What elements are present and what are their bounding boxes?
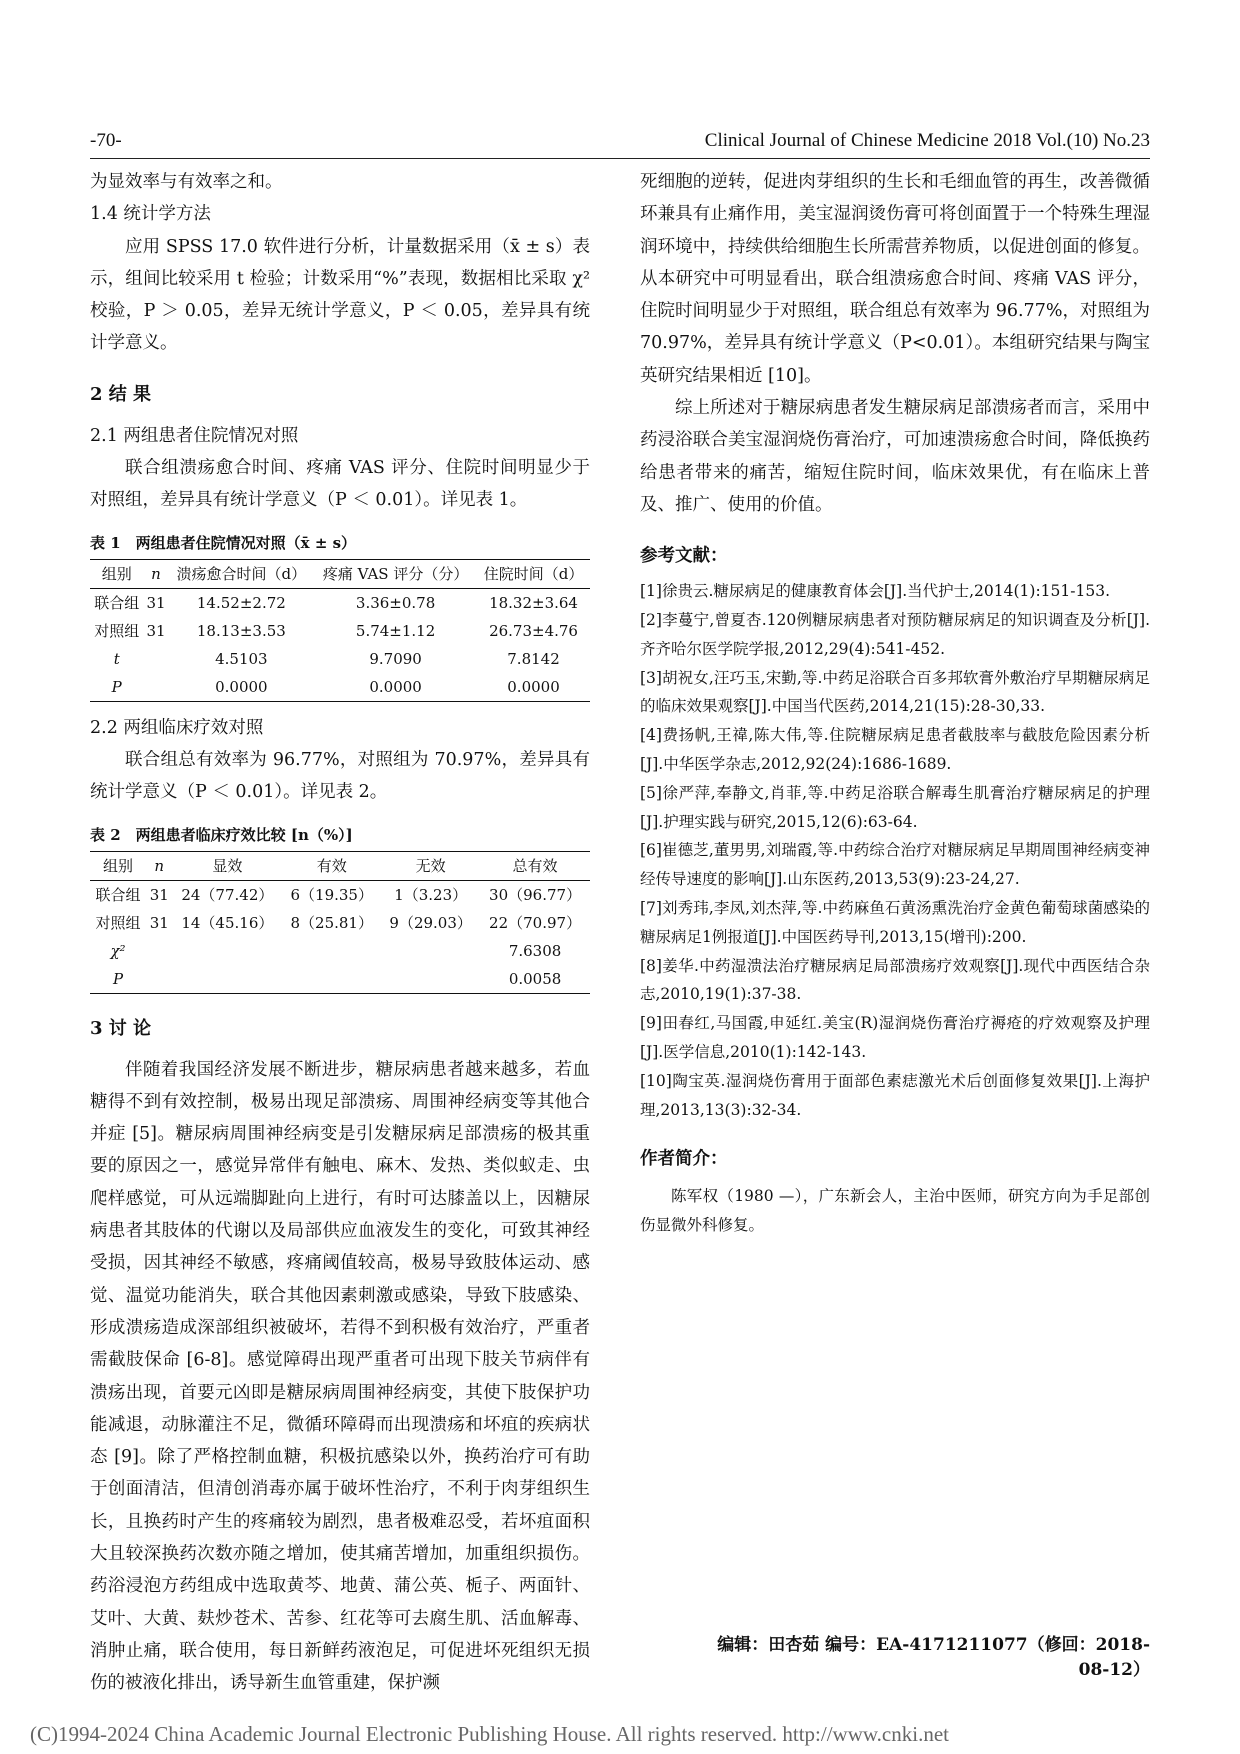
table-2 [90,851,590,994]
table-cell: 31 [146,621,166,640]
reference-item: [5]徐严萍,奉静文,肖菲,等.中药足浴联合解毒生肌膏治疗糖尿病足的护理[J].护理实践与研究,2015,12(6):63-64. [640,783,1150,831]
table-cell: 31 [149,885,169,904]
table-cell: 6（19.35） [290,886,373,905]
table-cell: 4.5103 [215,649,268,668]
table-cell [172,965,282,994]
table-row [90,965,590,994]
table-cell: 26.73±4.76 [489,621,578,640]
table-cell: 7.6308 [508,941,562,960]
table-row [90,645,590,673]
table-cell: 联合组 [94,594,140,613]
table-row [90,588,590,617]
table-cell: 0.0000 [369,677,422,696]
reference-item: [1]徐贵云.糖尿病足的健康教育体会[J].当代护士,2014(1):151-153. [640,582,1111,601]
table1-caption: 表 1 两组患者住院情况对照（x̄ ± s） [90,533,357,552]
table-cell: 对照组 [95,914,141,933]
table2-header-cell: 无效 [381,851,480,880]
table1-header-cell: 住院时间（d） [477,559,590,588]
journal-info: Clinical Journal of Chinese Medicine 2018 Vol.(10) No.23 [704,130,1150,151]
summary-paragraph: 综上所述对于糖尿病患者发生糖尿病足部溃疡者而言，采用中药浸浴联合美宝湿润烧伤膏治疗，可加速溃疡愈合时间，降低换药给患者带来的痛苦，缩短住院时间，临床效果优，有在临床上普及、推广、使用的价值。 [640,398,1150,515]
table-row [90,673,590,702]
table-cell: 对照组 [94,622,140,641]
table-cell: P [112,969,124,988]
table-cell: 31 [149,913,169,932]
table-row [90,909,590,937]
table-cell: χ² [110,941,126,960]
table-cell: 1（3.23） [394,886,468,905]
table-cell [146,965,172,994]
table1-header-cell: 疼痛 VAS 评分（分） [314,559,477,588]
reference-item: [8]姜华.中药湿溃法治疗糖尿病足局部溃疡疗效观察[J].现代中西医结合杂志,2010,19(1):37-38. [640,956,1150,1004]
stats-paragraph: 应用 SPSS 17.0 软件进行分析，计量数据采用（x̄ ± s）表示，组间比较采用 t 检验；计数采用“%”表现，数据相比采取 χ² 校验，P ＞ 0.05，差异无统计学意义，P ＜ 0.05，差异具有统计学意义。 [90,236,590,354]
section-1-4-title: 1.4 统计学方法 [90,204,211,225]
copyright-footer: (C)1994-2024 China Academic Journal Electronic Publishing House. All rights reserved. http://www.cnki.net [30,1722,949,1746]
reference-item: [4]费扬帆,王禕,陈大伟,等.住院糖尿病足患者截肢率与截肢危险因素分析[J].中华医学杂志,2012,92(24):1686-1689. [640,726,1150,774]
table-cell: 24（77.42） [181,886,274,905]
table-cell: 8（25.81） [290,914,373,933]
section-2-2-title: 2.2 两组临床疗效对照 [90,717,264,738]
reference-item: [3]胡祝女,汪巧玉,宋勤,等.中药足浴联合百多邦软膏外敷治疗早期糖尿病足的临床效果观察[J].中国当代医药,2014,21(15):28-30,33. [640,668,1150,716]
table-cell: 18.32±3.64 [489,593,578,612]
table-cell: 0.0000 [507,677,560,696]
page-header [90,124,1150,159]
right-column [640,166,1150,1240]
table1-header-cell: n [143,559,168,588]
table-cell [381,965,480,994]
section-2-title: 2 结 果 [90,383,152,405]
discussion-continued: 死细胞的逆转，促进肉芽组织的生长和毛细血管的再生，改善微循环兼具有止痛作用，美宝湿润烫伤膏可将创面置于一个特殊生理湿润环境中，持续供给细胞生长所需营养物质，以促进创面的修复。从本研究中可明显看出，联合组溃疡愈合时间、疼痛 VAS 评分，住院时间明显少于对照组，联合组总有效率为 96.77%，对照组为 70.97%，差异具有统计学意义（P<0.01）。本组研究结果与陶宝英研究结果相近 [10]。 [640,172,1150,386]
section-3-title: 3 讨 论 [90,1017,152,1039]
reference-item: [6]崔德芝,董男男,刘瑞霞,等.中药综合治疗对糖尿病足早期周围神经病变神经传导速度的影响[J].山东医药,2013,53(9):23-24,27. [640,841,1150,889]
editor-line: 编辑：田杏茹 编号：EA-4171211077（修回：2018-08-12） [717,1635,1150,1680]
table-cell: 22（70.97） [489,914,582,933]
table-cell: P [111,677,122,696]
reference-item: [9]田春红,马国霞,申延红.美宝(R)湿润烧伤膏治疗褥疮的疗效观察及护理[J].医学信息,2010(1):142-143. [640,1014,1150,1062]
table-cell: 0.0000 [215,677,268,696]
intro-text: 为显效率与有效率之和。 [90,172,283,192]
table-cell: 3.36±0.78 [355,593,436,612]
section-2-1-paragraph: 联合组溃疡愈合时间、疼痛 VAS 评分、住院时间明显少于对照组，差异具有统计学意义（P ＜ 0.01）。详见表 1。 [90,458,590,511]
table1-header-cell: 组别 [90,559,143,588]
table1-header-cell: 溃疡愈合时间（d） [169,559,315,588]
table2-header-cell: n [146,851,172,880]
table-cell: t [113,649,120,668]
references-list [640,577,1150,1124]
reference-item: [10]陶宝英.湿润烧伤膏用于面部色素痣激光术后创面修复效果[J].上海护理,2013,13(3):32-34. [640,1071,1150,1119]
table-cell [282,965,381,994]
left-column [90,166,590,1700]
table-cell: 7.8142 [507,649,560,668]
table2-caption: 表 2 两组患者临床疗效比较 [n（%）] [90,825,353,844]
table2-header-cell: 有效 [282,851,381,880]
table-1 [90,559,590,702]
table-cell [172,937,282,965]
table-row [90,617,590,645]
table-cell [381,937,480,965]
references-title: 参考文献： [640,546,728,567]
table-cell: 0.0058 [508,969,562,988]
table2-header-cell: 显效 [172,851,282,880]
section-2-1-title: 2.1 两组患者住院情况对照 [90,425,299,446]
reference-item: [7]刘秀玮,李凤,刘杰萍,等.中药麻鱼石黄汤熏洗治疗金黄色葡萄球菌感染的糖尿病足1例报道[J].中国医药导刊,2013,15(增刊):200. [640,899,1150,946]
table-row [90,937,590,965]
page-number: -70- [90,130,122,151]
table1-header-row [90,559,590,588]
table2-header-cell: 总有效 [480,851,590,880]
table-cell: 5.74±1.12 [355,621,436,640]
table-cell [282,937,381,965]
author-bio: 陈军权（1980 —），广东新会人，主治中医师，研究方向为手足部创伤显微外科修复。 [640,1187,1150,1235]
table-row [90,880,590,909]
table2-header-cell: 组别 [90,851,146,880]
table-cell [146,937,172,965]
table-cell: 9（29.03） [389,914,472,933]
section-2-2-paragraph: 联合组总有效率为 96.77%，对照组为 70.97%，差异具有统计学意义（P ＜ 0.01）。详见表 2。 [90,749,590,803]
table2-header-row [90,851,590,880]
table-cell: 18.13±3.53 [196,621,286,640]
table-cell: 14.52±2.72 [196,593,286,612]
table-cell: 联合组 [95,886,141,905]
author-title: 作者简介： [640,1149,728,1170]
discussion-paragraph: 伴随着我国经济发展不断进步，糖尿病患者越来越多，若血糖得不到有效控制，极易出现足部溃疡、周围神经病变等其他合并症 [5]。糖尿病周围神经病变是引发糖尿病足部溃疡的极其重要的原因之一，感觉异常伴有触电、麻木、发热、类似蚁走、虫爬样感觉，可从远端脚趾向上进行，有时可达膝盖以上，因糖尿病患者其肢体的代谢以及局部供应血液发生的变化，可致其神经受损，因其神经不敏感，疼痛阈值较高，极易导致肢体运动、感觉、温觉功能消失，联合其他因素刺激或感染，导致下肢感染、形成溃疡造成深部组织被破坏，若得不到积极有效治疗，严重者需截肢保命 [6-8]。感觉障碍出现严重者可出现下肢关节病伴有溃疡出现，首要元凶即是糖尿病周围神经病变，其使下肢保护功能减退，动脉灌注不足，微循环障碍而出现溃疡和坏疽的疾病状态 [9]。除了严格控制血糖，积极抗感染以外，换药治疗可有助于创面清洁，但清创消毒亦属于破坏性治疗，不利于肉芽组织生长，且换药时产生的疼痛较为剧烈，患者极难忍受，若坏疽面积大且较深换药次数亦随之增加，使其痛苦增加，加重组织损伤。药浴浸泡方药组成中选取黄芩、地黄、蒲公英、栀子、两面针、艾叶、大黄、麸炒苍术、苦参、红花等可去腐生肌、活血解毒、消肿止痛，联合使用，每日新鲜药液泡足，可促进坏死组织无损伤的被液化排出，诱导新生血管重建，保护濒 [90,1059,590,1694]
table-cell: 31 [146,593,166,612]
table-cell [143,645,168,673]
table-cell: 14（45.16） [181,914,274,933]
reference-item: [2]李蔓宁,曾夏杏.120例糖尿病患者对预防糖尿病足的知识调查及分析[J].齐齐哈尔医学院学报,2012,29(4):541-452. [640,611,1150,658]
table-cell: 30（96.77） [489,886,582,905]
table-cell [143,673,168,702]
table-cell: 9.7090 [369,649,422,668]
